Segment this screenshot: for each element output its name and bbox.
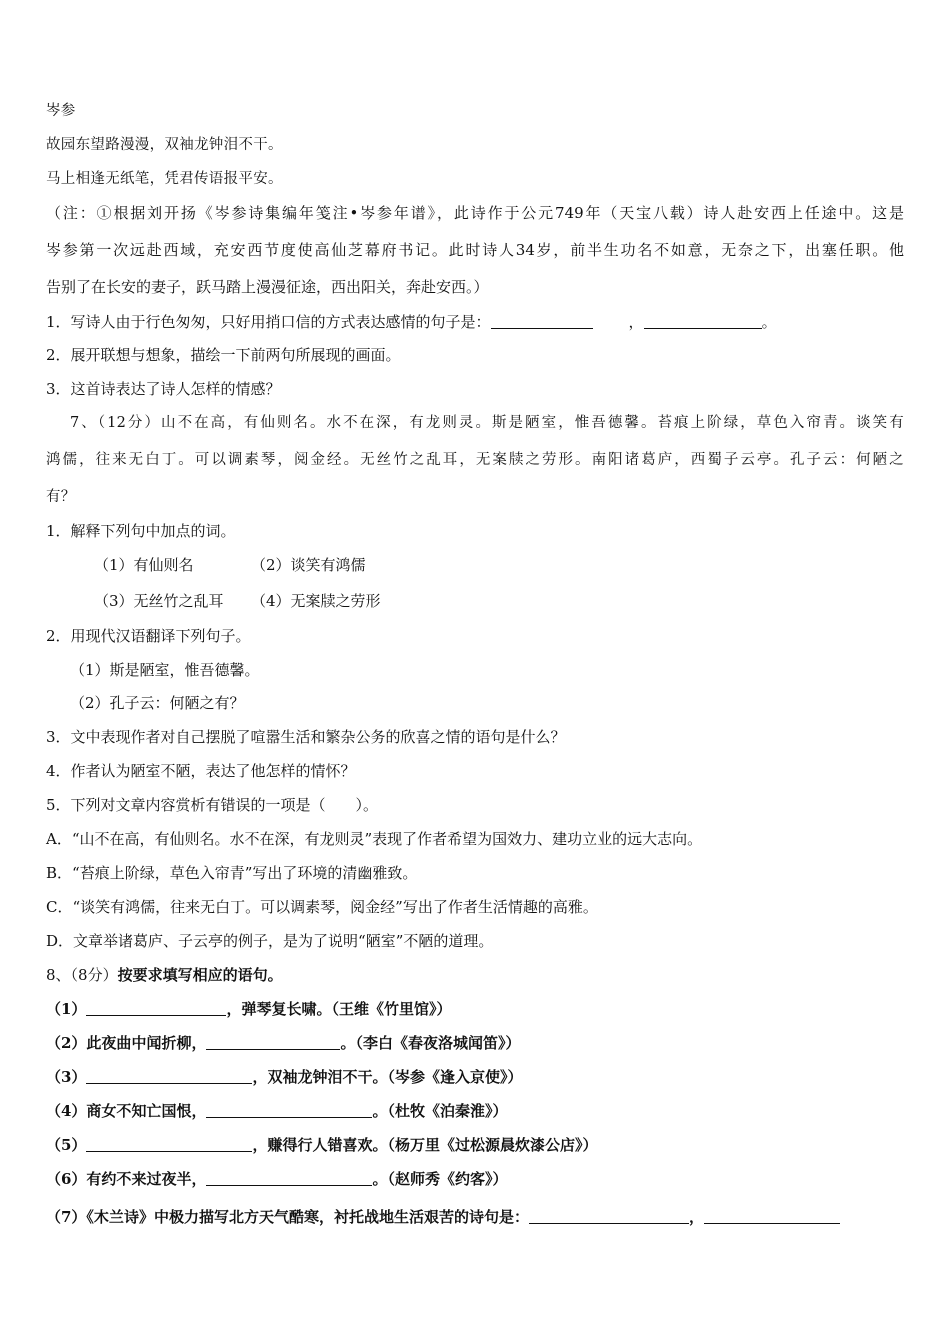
- q8-item-2-pre: （2）此夜曲中闻折柳，: [46, 1034, 207, 1052]
- answer-blank[interactable]: [86, 1068, 252, 1084]
- q8-instruction: 按要求填写相应的语句。: [117, 966, 283, 984]
- note-line-1: （注：①根据刘开扬《岑参诗集编年笺注•岑参年谱》，此诗作于公元749年（天宝八载）诗人赴安西上任途中。这是: [46, 204, 904, 222]
- q7-sub-1-item-4: （4）无案牍之劳形: [251, 592, 381, 610]
- option-b: B．“苔痕上阶绿，草色入帘青”写出了环境的清幽雅致。: [46, 864, 418, 882]
- option-a: A．“山不在高，有仙则名。水不在深，有龙则灵”表现了作者希望为国效力、建功立业的远大志向。: [46, 830, 703, 848]
- answer-blank[interactable]: [704, 1208, 840, 1224]
- q6-q1-comma: ，: [628, 313, 644, 331]
- poem-line-1: 故园东望路漫漫，双袖龙钟泪不干。: [46, 137, 283, 153]
- answer-blank[interactable]: [491, 313, 593, 329]
- note-line-2: 岑参第一次远赴西域，充安西节度使高仙芝幕府书记。此时诗人34岁，前半生功名不如意，无奈之下，出塞任职。他: [46, 241, 904, 259]
- q8-item-2: [46, 1033, 520, 1053]
- q8-item-7-pre: （7）《木兰诗》中极力描写北方天气酷寒，衬托战地生活艰苦的诗句是：: [46, 1208, 529, 1226]
- q7-sub-1-item-1: （1）有仙则名: [94, 556, 194, 574]
- q8-item-5-post: ，赚得行人错喜欢。（杨万里《过松源晨炊漆公店》）: [252, 1136, 598, 1154]
- q6-question-1: [46, 312, 777, 332]
- q8-item-3-pre: （3）: [46, 1068, 87, 1086]
- answer-blank[interactable]: [206, 1034, 340, 1050]
- q8-number: 8、（8分）: [46, 966, 118, 984]
- answer-blank[interactable]: [206, 1102, 372, 1118]
- q6-q1-end: 。: [761, 313, 777, 331]
- q8-item-6-pre: （6）有约不来过夜半，: [46, 1170, 207, 1188]
- q8-item-3-post: ，双袖龙钟泪不干。（岑参《逢入京使》）: [252, 1068, 523, 1086]
- q8-item-4: [46, 1101, 507, 1121]
- q8-item-1-post: ，弹琴复长啸。（王维《竹里馆》）: [226, 1000, 452, 1018]
- answer-blank[interactable]: [86, 1000, 226, 1016]
- q8-item-5-pre: （5）: [46, 1136, 87, 1154]
- q8-item-2-post: 。（李白《春夜洛城闻笛》）: [340, 1034, 521, 1052]
- q7-sub-1-item-2: （2）谈笑有鸿儒: [251, 556, 366, 574]
- q7-sub-1: 1．解释下列句中加点的词。: [46, 522, 236, 540]
- q8-item-7-comma: ，: [688, 1208, 704, 1226]
- q8-item-5: [46, 1135, 597, 1155]
- answer-blank[interactable]: [86, 1136, 252, 1152]
- q7-sub-3: 3．文中表现作者对自己摆脱了喧嚣生活和繁杂公务的欣喜之情的语句是什么？: [46, 728, 566, 746]
- q7-passage-line-3: 有？: [46, 489, 76, 505]
- q8-item-4-pre: （4）商女不知亡国恨，: [46, 1102, 207, 1120]
- option-c: C．“谈笑有鸿儒，往来无白丁。可以调素琴，阅金经”写出了作者生活情趣的高雅。: [46, 898, 598, 916]
- q6-question-2: 2．展开联想与想象，描绘一下前两句所展现的画面。: [46, 346, 401, 364]
- option-d: D．文章举诸葛庐、子云亭的例子，是为了说明“陋室”不陋的道理。: [46, 932, 494, 950]
- answer-blank[interactable]: [206, 1170, 372, 1186]
- q7-sub-4: 4．作者认为陋室不陋，表达了他怎样的情怀？: [46, 762, 356, 780]
- q7-sub-2-item-2: （2）孔子云：何陋之有？: [70, 694, 245, 712]
- q7-sub-2-item-1: （1）斯是陋室，惟吾德馨。: [70, 661, 260, 679]
- q8-item-4-post: 。（杜牧《泊秦淮》）: [372, 1102, 508, 1120]
- q8-heading: [46, 965, 283, 985]
- q7-sub-1-item-3: （3）无丝竹之乱耳: [94, 592, 224, 610]
- q6-q1-text: 1．写诗人由于行色匆匆，只好用捎口信的方式表达感情的句子是：: [46, 313, 491, 331]
- note-line-3: 告别了在长安的妻子，跃马踏上漫漫征途，西出阳关，奔赴安西。）: [46, 278, 489, 296]
- poem-author: 岑参: [46, 103, 76, 119]
- answer-blank[interactable]: [529, 1208, 689, 1224]
- q6-question-3: 3．这首诗表达了诗人怎样的情感？: [46, 380, 281, 398]
- q8-item-1-pre: （1）: [46, 1000, 87, 1018]
- q7-sub-2: 2．用现代汉语翻译下列句子。: [46, 627, 251, 645]
- q8-item-6: [46, 1169, 507, 1189]
- q7-passage-line-1: 7、（12分）山不在高，有仙则名。水不在深，有龙则灵。斯是陋室，惟吾德馨。苔痕上阶绿，草色入帘青。谈笑有: [70, 415, 904, 431]
- poem-line-2: 马上相逢无纸笔，凭君传语报平安。: [46, 171, 283, 187]
- q7-sub-5: 5．下列对文章内容赏析有错误的一项是（ ）。: [46, 796, 379, 814]
- q8-item-1: [46, 999, 451, 1019]
- answer-blank[interactable]: [644, 313, 762, 329]
- q8-item-3: [46, 1067, 522, 1087]
- q7-passage-line-2: 鸿儒，往来无白丁。可以调素琴，阅金经。无丝竹之乱耳，无案牍之劳形。南阳诸葛庐，西蜀子云亭。孔子云：何陋之: [46, 452, 904, 468]
- q8-item-7: [46, 1207, 840, 1227]
- q8-item-6-post: 。（赵师秀《约客》）: [372, 1170, 508, 1188]
